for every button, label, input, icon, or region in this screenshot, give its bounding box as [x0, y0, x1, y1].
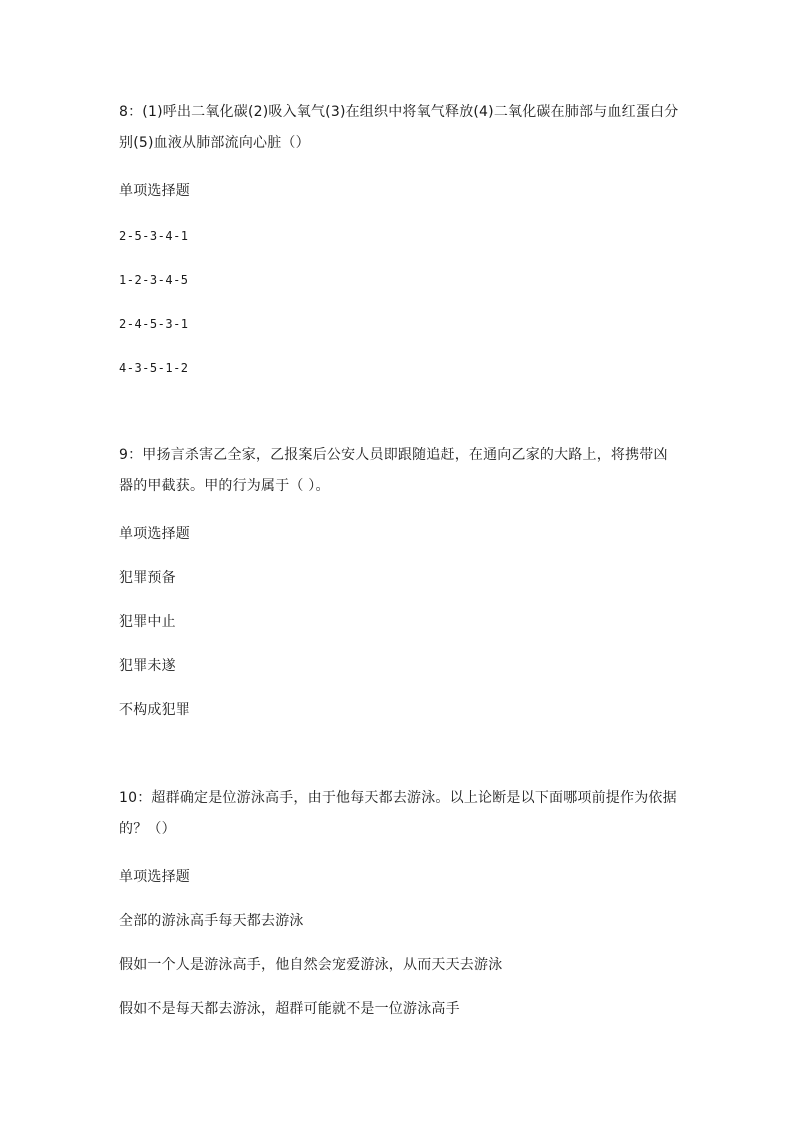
option-b: 1-2-3-4-5 — [119, 273, 189, 287]
question-text: 8：(1)呼出二氧化碳(2)吸入氧气(3)在组织中将氧气释放(4)二氧化碳在肺部与血红蛋白分别(5)血液从肺部流向心脏（） — [119, 104, 679, 151]
question-text: 9：甲扬言杀害乙全家，乙报案后公安人员即跟随追赶，在通向乙家的大路上，将携带凶器的甲截获。甲的行为属于（ ）。 — [119, 447, 668, 494]
option-b: 犯罪中止 — [119, 614, 176, 630]
option-c: 犯罪未遂 — [119, 658, 176, 674]
question-type-label: 单项选择题 — [119, 183, 190, 199]
option-c: 2-4-5-3-1 — [119, 317, 189, 331]
option-b: 假如一个人是游泳高手，他自然会宠爱游泳，从而天天去游泳 — [119, 957, 503, 973]
question-8 — [119, 97, 679, 378]
option-a: 全部的游泳高手每天都去游泳 — [119, 913, 304, 929]
question-text: 10：超群确定是位游泳高手，由于他每天都去游泳。以上论断是以下面哪项前提作为依据的？（） — [119, 790, 677, 837]
option-d: 不构成犯罪 — [119, 702, 190, 718]
option-d: 4-3-5-1-2 — [119, 361, 189, 375]
question-9 — [119, 440, 679, 720]
option-c: 假如不是每天都去游泳，超群可能就不是一位游泳高手 — [119, 1001, 460, 1017]
question-type-label: 单项选择题 — [119, 869, 190, 885]
option-a: 犯罪预备 — [119, 570, 176, 586]
question-type-label: 单项选择题 — [119, 526, 190, 542]
question-10 — [119, 783, 679, 1019]
option-a: 2-5-3-4-1 — [119, 229, 189, 243]
